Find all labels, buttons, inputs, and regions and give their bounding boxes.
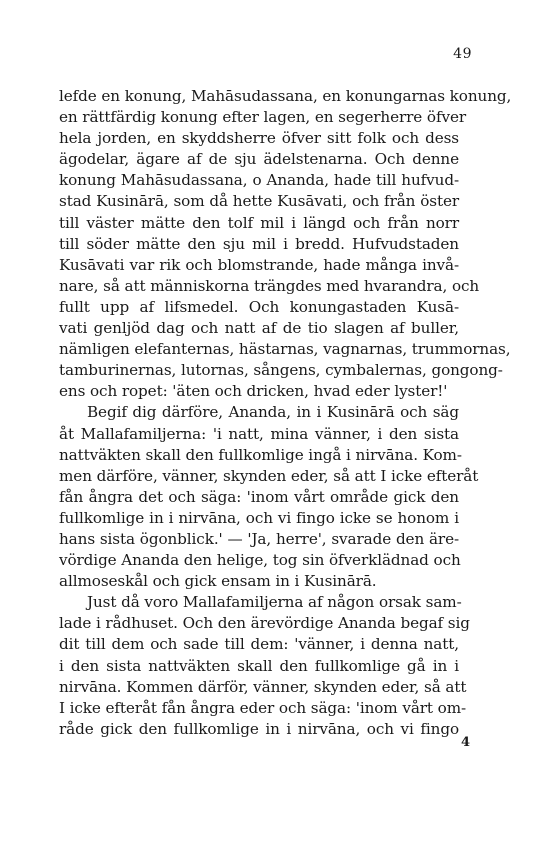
- text-line: Kusāvati var rik och blomstrande, hade många invå-: [59, 255, 459, 274]
- text-line: konung Mahāsudassana, o Ananda, hade till hufvud-: [59, 171, 459, 190]
- text-line: till väster mätte den tolf mil i längd och från norr: [59, 213, 459, 232]
- body-text: [59, 86, 512, 740]
- text-line: fullt upp af lifsmedel. Och konungastaden Kusā-: [59, 297, 459, 316]
- signature-mark: 4: [460, 735, 470, 750]
- text-line: hela jorden, en skyddsherre öfver sitt folk och dess: [59, 129, 459, 148]
- text-line: vati genljöd dag och natt af de tio slagen af buller,: [59, 319, 459, 338]
- page-number: 49: [453, 46, 472, 62]
- text-line: tamburinernas, lutornas, sångens, cymbalernas, gongong-: [59, 361, 503, 380]
- text-line: men därföre, vänner, skynden eder, så att I icke efteråt: [59, 466, 479, 485]
- text-line: ägodelar, ägare af de sju ädelstenarna. Och denne: [59, 150, 459, 169]
- text-line: lefde en konung, Mahāsudassana, en konungarnas konung,: [59, 87, 512, 105]
- text-line: nämligen elefanternas, hästarnas, vagnarnas, trummornas,: [59, 340, 511, 359]
- text-line: allmoseskål och gick ensam in i Kusinārā.: [59, 572, 377, 591]
- text-line: vördige Ananda den helige, tog sin öfverklädnad och: [59, 551, 461, 570]
- text-line: Begif dig därföre, Ananda, in i Kusinārā och säg: [87, 403, 459, 422]
- text-line: dit till dem och sade till dem: 'vänner, i denna natt,: [59, 635, 459, 654]
- text-line: fullkomlige in i nirvāna, och vi fingo icke se honom i: [59, 508, 459, 527]
- text-line: nattväkten skall den fullkomlige ingå i nirvāna. Kom-: [59, 445, 462, 464]
- text-line: nirvāna. Kommen därför, vänner, skynden eder, så att: [59, 677, 467, 696]
- text-line: stad Kusinārā, som då hette Kusāvati, och från öster: [59, 192, 459, 211]
- text-line: en rättfärdig konung efter lagen, en segerherre öfver: [59, 108, 467, 127]
- text-line: råde gick den fullkomlige in i nirvāna, och vi fingo: [59, 719, 459, 738]
- text-line: lade i rådhuset. Och den ärevördige Ananda begaf sig: [59, 614, 470, 633]
- text-line: I icke efteråt fån ångra eder och säga: 'inom vårt om-: [59, 698, 467, 717]
- text-line: till söder mätte den sju mil i bredd. Hufvudstaden: [59, 234, 459, 253]
- text-line: hans sista ögonblick.' — 'Ja, herre', svarade den äre-: [59, 529, 459, 548]
- text-line: i den sista nattväkten skall den fullkomlige gå in i: [59, 656, 459, 675]
- text-line: nare, så att människorna trängdes med hvarandra, och: [59, 276, 480, 295]
- text-line: fån ångra det och säga: 'inom vårt område gick den: [59, 487, 459, 506]
- text-line: ens och ropet: 'äten och dricken, hvad eder lyster!': [59, 382, 448, 401]
- text-line: åt Mallafamiljerna: 'i natt, mina vänner, i den sista: [59, 424, 459, 443]
- text-line: Just då voro Mallafamiljerna af någon orsak sam-: [87, 593, 462, 612]
